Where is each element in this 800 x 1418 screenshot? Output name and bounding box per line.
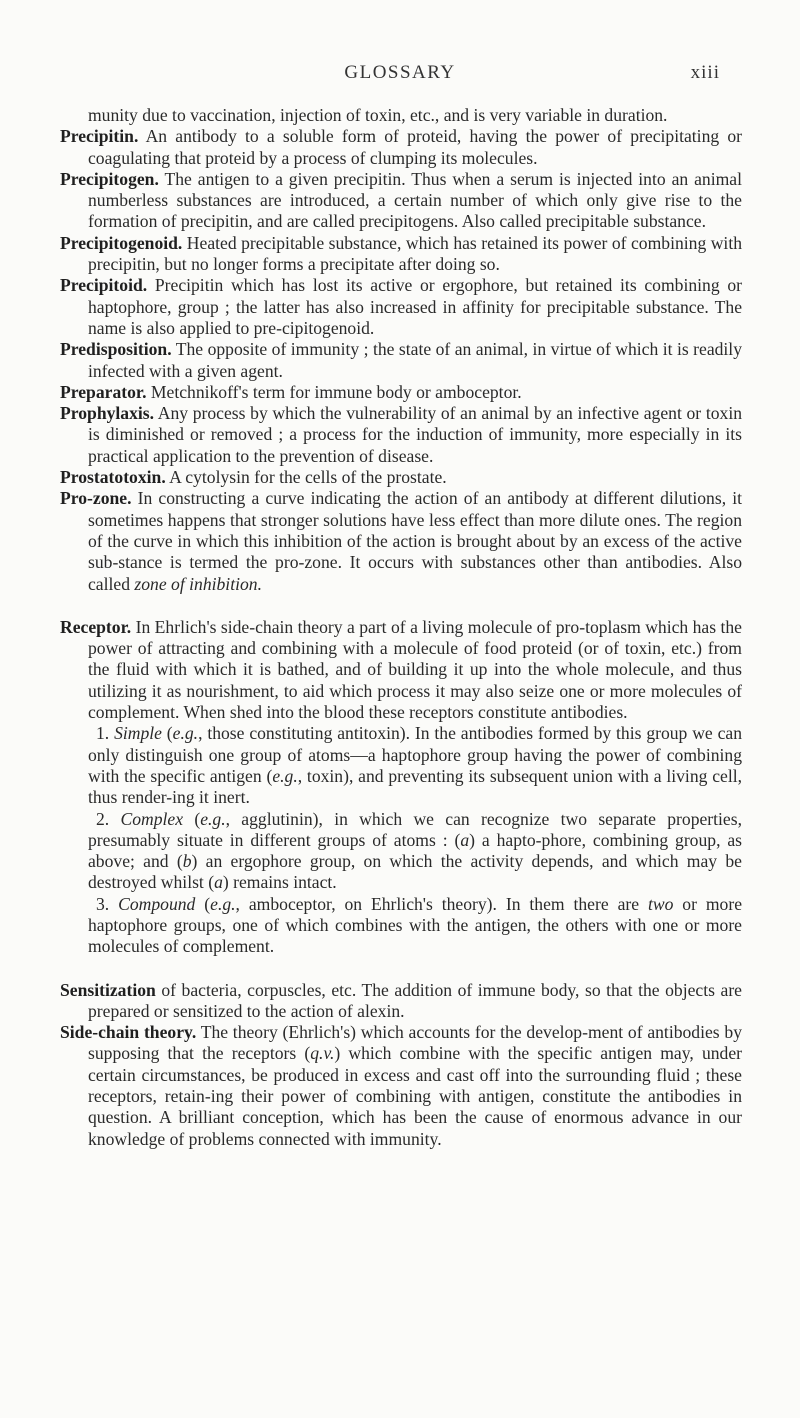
subentry-text: , agglutinin), in which we can recognize two separate properties, presumably situate in different groups of atoms : ( <box>88 808 742 850</box>
receptor-subentry-compound <box>60 894 742 958</box>
receptor-subentry-simple <box>60 723 742 808</box>
glossary-entry-receptor <box>60 617 742 723</box>
entry-text: of bacteria, corpuscles, etc. The addition of immune body, so that the objects are prepared or sensitized to the action of alexin. <box>88 979 742 1021</box>
entry-term: Prostatotoxin. <box>60 467 166 488</box>
subentry-number: 2. <box>96 808 110 829</box>
subentry-lead: Compound <box>118 893 196 914</box>
subentry-italic: e.g. <box>210 893 236 914</box>
subentry-italic: e.g. <box>272 765 298 786</box>
glossary-entry-precipitin <box>60 126 742 169</box>
entry-term: Prophylaxis. <box>60 403 155 424</box>
glossary-entry-pro-zone <box>60 488 742 594</box>
page-number: xiii <box>690 62 720 83</box>
entry-text: ) which combine with the specific antigen may, under certain circumstances, be produced in excess and cast off into the surrounding fluid ; these receptors, retain-ing their power of combining with antigen, constitute the antibodies in question. A brilliant conception, which has been the cause of enormous advance in our knowledge of problems connected with immunity. <box>88 1043 742 1149</box>
glossary-entry-side-chain-theory <box>60 1022 742 1150</box>
entry-term: Precipitogenoid. <box>60 232 183 253</box>
section-gap <box>60 958 742 980</box>
entry-text: A cytolysin for the cells of the prostate. <box>165 467 447 488</box>
glossary-entry-sensitization <box>60 980 742 1023</box>
subentry-text: ( <box>161 723 173 744</box>
subentry-italic: e.g. <box>172 723 199 744</box>
subentry-text: , toxin), and preventing its subsequent union with a living cell, thus render-ing it inert. <box>88 765 743 808</box>
entry-term: Predisposition. <box>60 339 172 360</box>
subentry-text: ( <box>183 808 201 829</box>
entry-text: Precipitin which has lost its active or ergophore, but retained its combining or haptophore, group ; the latter has also increased in affinity for precipitable substance. The name is also applied to pre-cipitogenoid. <box>88 275 742 338</box>
subentry-italic: e.g. <box>200 808 226 829</box>
subentry-text: or more haptophore groups, one of which combines with the antigen, the others with one or more molecules of complement. <box>88 893 743 957</box>
entry-term: Preparator. <box>60 381 147 402</box>
glossary-entry-precipitogenoid <box>60 233 742 276</box>
subentry-italic: two <box>647 893 674 914</box>
entry-text: Heated precipitable substance, which has retained its power of combining with precipitin, but no longer forms a precipitate after doing so. <box>88 232 742 275</box>
section-gap <box>60 595 742 617</box>
subentry-text: ) a hapto-phore, combining group, as above; and ( <box>88 829 743 872</box>
entry-text: Metchnikoff's term for immune body or amboceptor. <box>146 381 522 402</box>
subentry-italic: a <box>214 872 223 893</box>
glossary-entry-prophylaxis <box>60 403 742 467</box>
entry-term: Sensitization <box>60 979 156 1000</box>
entry-text: In Ehrlich's side-chain theory a part of a living molecule of pro-toplasm which has the power of attracting and combining with a molecule of food proteid (or of toxin, etc.) from the fluid with which it is bathed, and of building it up into the whole molecule, and thus utilizing it as nourishment, to aid which process it may also seize one or more molecules of complement. When shed into the blood these receptors constitute antibodies. <box>88 616 742 723</box>
subentry-lead: Complex <box>120 808 184 829</box>
entry-text: munity due to vaccination, injection of toxin, etc., and is very variable in duration. <box>88 105 668 125</box>
glossary-entry-preparator <box>60 382 742 403</box>
glossary-entry-precipitogen <box>60 169 742 233</box>
entry-term: Precipitogen. <box>60 168 159 189</box>
running-header <box>0 62 800 90</box>
entry-text: The antigen to a given precipitin. Thus when a serum is injected into an animal numberless substances are introduced, a certain number of which only give rise to the formation of precipitin, and are called precipitogens. Also called precipitable substance. <box>88 168 742 232</box>
glossary-entry-continuation <box>60 105 742 126</box>
glossary-entry-precipitoid <box>60 275 742 339</box>
subentry-text: , amboceptor, on Ehrlich's theory). In them there are <box>235 893 648 914</box>
entry-term: Receptor. <box>60 616 132 637</box>
entry-term: Side-chain theory. <box>60 1022 197 1043</box>
entry-text: Any process by which the vulnerability of an animal by an infective agent or toxin is diminished or removed ; a process for the induction of immunity, more especially in its practical application to the prevention of disease. <box>88 403 742 466</box>
subentry-number: 3. <box>96 893 110 914</box>
running-title: GLOSSARY <box>344 62 456 83</box>
entry-text: An antibody to a soluble form of proteid, having the power of precipitating or coagulating that proteid by a process of clumping its molecules. <box>88 126 742 168</box>
entry-text: The theory (Ehrlich's) which accounts for the develop-ment of antibodies by supposing that the receptors ( <box>88 1022 742 1064</box>
subentry-number: 1. <box>96 723 110 744</box>
subentry-italic: b <box>182 851 192 872</box>
glossary-entry-prostatotoxin <box>60 467 742 488</box>
entry-text: In constructing a curve indicating the action of an antibody at different dilutions, it sometimes happens that stronger solutions have less effect than more dilute ones. The region of the curve in which this inhibition of the action is brought about by an excess of the active sub-stance is termed the pro-zone. It occurs with substances other than antibodies. Also called <box>88 488 742 594</box>
subentry-italic: a <box>460 829 470 850</box>
entry-italic-tail: zone of inhibition. <box>134 573 262 594</box>
subentry-text: ( <box>195 893 211 914</box>
subentry-text: , those constituting antitoxin). In the antibodies formed by this group we can only distinguish one group of atoms—a haptophore group having the power of combining with the specific antigen ( <box>88 723 742 786</box>
entry-italic: q.v. <box>310 1043 335 1064</box>
entry-term: Precipitin. <box>60 126 139 147</box>
glossary-entry-predisposition <box>60 339 742 382</box>
entry-term: Precipitoid. <box>60 275 148 296</box>
receptor-subentry-complex <box>60 809 742 894</box>
glossary-body <box>60 105 742 1150</box>
subentry-text: ) remains intact. <box>222 872 337 893</box>
entry-text: The opposite of immunity ; the state of an animal, in virtue of which it is readily infected with a given agent. <box>88 339 742 381</box>
entry-term: Pro-zone. <box>60 488 132 509</box>
subentry-lead: Simple <box>114 723 162 744</box>
subentry-text: ) an ergophore group, on which the activity depends, and which may be destroyed whilst ( <box>88 851 742 893</box>
